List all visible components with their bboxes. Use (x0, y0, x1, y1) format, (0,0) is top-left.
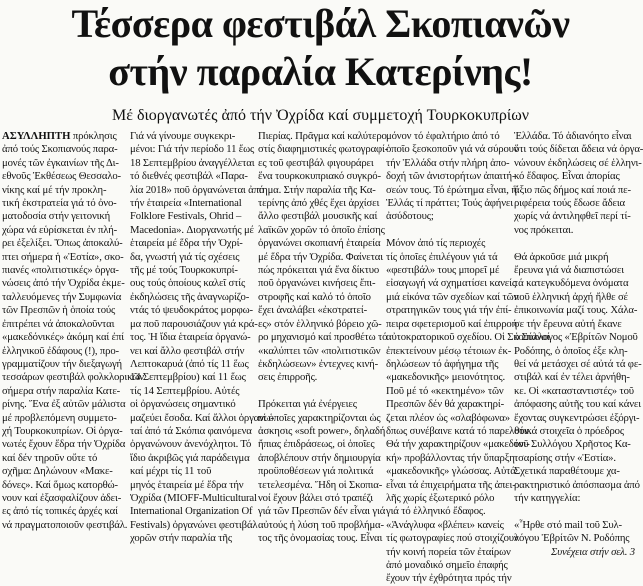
article-line: τίς 14 Σεπτεμβρίου. Αὐτές (130, 384, 240, 397)
article-line: Λεπτοκαρυά (ἀπό τίς 11 ἕως (130, 357, 249, 370)
article-line: στικά στοιχεῖα ὁ πρόεδρος (514, 424, 624, 437)
article-column-5 (514, 130, 643, 558)
article-line: ταλλευόμενες τήν Συμφωνία (2, 290, 122, 303)
article-line: τσαρίσης στήν «Ἑστία». (514, 451, 616, 464)
article-line: σεών τους. Τό ἐρώτημα εἶναι, ἡ (386, 183, 517, 196)
article-line: θεί νά μετάσχει σέ αὐτά τά φε- (514, 357, 642, 370)
article-line: εἶναι τά ἐπιχειρήματα τῆς ἀπει- (386, 478, 516, 491)
article-line: νίκης καί μέ τήν προκλη- (2, 183, 107, 196)
article-line: ους τούς ὁποίους καλεῖ στίς (130, 277, 246, 290)
article-line: ὅτι τούς δίδεται ἄδεια νά ὀργα- (514, 143, 643, 156)
article-line: σήμερα στήν παραλία Κατε- (2, 384, 121, 397)
article-line: Macedonia». Διοργανωτής μέ (130, 223, 254, 236)
article-line: πειρα σφετερισμοῦ καί ἐπιρροή (386, 317, 518, 330)
article-line: ἐκδηλώσεων» ἐντεχνες κινή- (258, 357, 379, 370)
article-line: τήν κοινή πορεία τῶν ἐταίρων (386, 545, 511, 558)
article-line: ρακτηριστικό ἀπόσπασμα ἀπό (514, 478, 640, 491)
article-line: τεσσάρων φεστιβάλ φολκλορικῶν (2, 371, 144, 384)
article-line: στίς διαφημιστικές φωτογραφί- (258, 143, 389, 156)
article-line: «Ἀνάγλυφα «βλέπει» κανείς (386, 518, 504, 531)
article-line: ἀπό μοναδικό σημεῖο ἐπαφής (386, 559, 508, 571)
article-line: τίς ὁποῖες ἐπιλέγουν γιά τά (386, 250, 498, 263)
article-line: αὐτούς ἡ λύση τοῦ προβλήμα- (258, 518, 384, 531)
article-line: τό διεθνές φεστιβάλ «Παρα- (130, 170, 248, 183)
article-line: Θά τήν χαρακτηρίζουν «μακεδόνι- (386, 438, 530, 451)
article-line: ἑλληνικοῦ ἐδάφους (!), προ- (2, 344, 119, 357)
article-line: ποῦ ἑλληνική ἀρχή ἤλθε σέ (514, 290, 628, 303)
article-line: ντάς τό ψευδοκράτος μορφω- (130, 304, 253, 317)
article-line: ζεται πλέον ὡς «σλαβόφωνα» (386, 411, 510, 424)
article-line: χώρα νά εὑρίσκεται ἐν πλή- (2, 223, 118, 236)
article-line: μέ ἕδρα τήν Ὀχρίδα. Φαίνεται (258, 250, 383, 263)
article-line: τερίνης ἀπό χθές ἔχει ἀρχίσει (258, 197, 380, 210)
article-line: γιά τῶν Πρεσπῶν δέν εἶναι γιά (258, 505, 386, 518)
article-line: ες τοῦ φεστιβάλ φιγουράρει (258, 156, 374, 169)
article-line: σε τήν ἔρευνα αὐτή ἔκανε (514, 317, 622, 330)
article-line: ρο μηχανισμό καί προσθέτω τό (258, 331, 388, 344)
continued-on-page-note: Συνέχεια στήν σελ. 3 (551, 545, 635, 558)
article-line: Πρεσπῶν δέν θά χαρακτηρί- (386, 398, 504, 411)
article-line: μονές τῶν ἐγκαινίων τῆς Δι- (2, 156, 119, 169)
article-line: Πιερίας. Πρᾶγμα καί καλύτερο (258, 130, 387, 142)
article-line: ἕνα τουρκοκυπριακό συγκρό- (258, 170, 381, 183)
article-line: Σχετικά παραθέτουμε χα- (514, 465, 620, 478)
article-line: νώσεις ἀπό τήν Ὀχρίδα ἐκμε- (2, 277, 125, 290)
article-line: γραμματίζουν τήν διεξαγωγή (2, 357, 122, 370)
article-line: ἔρευνα γιά νά διαπιστώσει (514, 264, 624, 277)
article-line: ἄλλο φεστιβάλ μουσικῆς καί (258, 210, 378, 223)
article-line: ὀργανώνει σκοπιανή ἑταιρεία (258, 237, 381, 250)
article-line: κό ἔδαφος. Εἶναι ἀπορίας (514, 170, 620, 183)
article-line: Ροδόπης, ὁ ὁποῖος ἐξε κλη- (514, 344, 628, 357)
article-line: ἐπικοινωνία μαζί τους. Χάλα- (514, 304, 638, 317)
article-line: τήν Ἑλλάδα στήν πλήρη ἀπο- (386, 156, 510, 169)
article-line: νά πραγματοποιοῦν φεστιβάλ. (2, 518, 128, 531)
article-line: ἀπό τούς Σκοπιανούς παρα- (2, 143, 118, 156)
article-line: Γιά νά γίνουμε συγκεκρι- (130, 130, 236, 142)
article-line: ἄξιο πῶς δήμος καί ποιά πε- (514, 183, 631, 196)
article-line: πτει σήμερα ἡ «Ἑστία», σκο- (2, 250, 124, 263)
article-line: ἐκδηλώσεις τῆς ἀναγνωρίζο- (130, 290, 250, 303)
article-line: τική ἐκστρατεία γιά τό ὀνο- (2, 197, 117, 210)
article-line: γιά τό ἑλληνικό ἔδαφος. (386, 505, 486, 518)
article-line: «Ἦρθε στό mail τοῦ Συλ- (514, 518, 622, 531)
article-line: τος τῆς ὀνομασίας τους. Εἶναι (258, 532, 383, 545)
article-line (258, 385, 379, 398)
article-line: ἀσκησις «soft power», δηλαδή (258, 424, 386, 437)
article-line: οἱ ὁποῖες χαρακτηρίζονται ὡς (258, 411, 381, 424)
article-line: ὀργανώνουν ἀνενόχλητοι. Τό (130, 438, 252, 451)
headline-line-2: στήν παραλία Κατερίνης! (108, 49, 533, 94)
article-line: χορῶν στήν παραλία τῆς (130, 532, 232, 545)
article-line: στροφῆς καί καλό τό ὁποῖο (258, 290, 371, 303)
article-line: καί μέχρι τίς 11 τοῦ (130, 465, 212, 478)
article-line: Festivals) ὀργανώνει φεστιβάλ (130, 518, 258, 531)
article-line: σχῆμα: Δηλώνουν «Μακε- (2, 465, 113, 478)
article-line: Μόνον ἀπό τίς περιοχές (386, 237, 486, 250)
article-line (2, 130, 123, 143)
article-line: τημα. Στήν παραλία τῆς Κα- (258, 183, 376, 196)
article-line: κε. Οἱ «κατασταντιστές» τοῦ (514, 384, 634, 397)
article-line: ἀπόφασης αὐτῆς του καί κάνει (514, 398, 641, 411)
article-line: πώς πρόκειται γιά ἕνα δίκτυο (258, 264, 380, 277)
article-line: «φεστιβάλ» τους μπορεῖ μέ (386, 264, 500, 277)
article-line: μόνον τό ἐφαλτήριο ἀπό τό (386, 130, 500, 142)
article-line: εἰσαγωγή νά σχηματίσει κανείς (386, 277, 516, 290)
article-line: ταί ἀπό τά Σκόπια φαινόμενα (130, 424, 252, 437)
article-line: «μακεδόνικές» ἀκόμη καί ἐπί (2, 331, 124, 344)
article-line: International Organization Of (130, 505, 253, 518)
article-line: Ἑλλάδα. Τό ἀδιανόητο εἶναι (514, 130, 632, 142)
article-line: σεις ἐπιρροῆς. (258, 371, 318, 384)
article-line: εθνοῦς Ἐκθέσεως Θεσσαλο- (2, 170, 121, 183)
article-line: αὐτοκρατορικοῦ σχεδίου. Οἱ Σκοπιανοί (386, 331, 550, 344)
article-line: τά κατεγκυδόμενα ὀνόματα (514, 277, 629, 290)
article-line: τήν ἑταιρεία «International (130, 197, 242, 210)
article-line: τήν κατηγγελία: (514, 491, 581, 504)
article-line: δοχή τῶν ἀνιστορήτων ἀπαιτή- (386, 170, 516, 183)
article-line: δόνες». Καί ὅμως κατορθώ- (2, 478, 118, 491)
article-line: νουν καί ἐξασφαλίζουν ἀδει- (2, 491, 122, 504)
article-line: μέ προβλεπόμενη συμμετο- (2, 411, 117, 424)
article-line: χωρίς νά ἀντιληφθεῖ περί τί- (514, 210, 631, 223)
article-line: τίς φωτογραφίες πού στοιχίζουν (386, 532, 519, 545)
article-line: ὁποῖο ξεσκοποῦν γιά νά σύρουν (386, 143, 519, 156)
article-line: ρει ἐξελίξει. Ὅπως ἀποκαλύ- (2, 237, 123, 250)
article-line: λία 2018» ποῦ ὀργανώνεται ἀπό (130, 183, 265, 196)
article-line: μα ποῦ παρουσιάζουν γιά κρά- (130, 317, 258, 330)
article-line: λαϊκῶν χορῶν τό ὁποῖο ἐπίσης (258, 223, 385, 236)
article-line: νος πρόκειται. (514, 223, 574, 236)
article-line: ἑταιρεία μέ ἕδρα τήν Ὀχρί- (130, 237, 243, 250)
article-line: στρατηγικῶν τους γιά τήν ἐπί- (386, 304, 512, 317)
article-line: τος. Ἡ ἴδια ἑταιρεία ὀργανώ- (130, 331, 251, 344)
article-line: μιά εἰκόνα τῶν σχεδίων καί τῶν (386, 290, 519, 303)
article-line: ἐπεκτείνουν μέσῳ τέτοιων ἐκ- (386, 344, 512, 357)
article-line: ποῦ ὀργανώνει κινήσεις ἔπι- (258, 277, 376, 290)
article-line: Ἑλλάς τί πράττει; Τούς ἀφήνει (386, 197, 513, 210)
article-line: μένοι: Γιά τήν περίοδο 11 ἕως (130, 143, 255, 156)
article-column-2 (130, 130, 275, 545)
article-line: ματοδοσία στήν γειτονική (2, 210, 111, 223)
article-line: νωτές ἔχουν ἕδρα τήν Ὀχρίδα (2, 438, 126, 451)
article-line: Ποῦ μέ τό «κεκτημένο» τῶν (386, 384, 504, 397)
article-line: «καλύπτει τῶν «πολιτιστικῶν (258, 344, 381, 357)
headline-line-1: Τέσσερα φεστιβάλ Σκοπιανῶν (71, 1, 570, 46)
article-line: ἐπιτρέπει νά ἀποκαλοῦνται (2, 317, 115, 330)
subheadline: Μέ διοργανωτές ἀπό τήν Ὀχρίδα καί συμμετοχή Τουρκοκυπρίων (112, 107, 529, 124)
article-line: ρίνης. Ἕνα ἐξ αὐτῶν μάλιστα (2, 398, 126, 411)
article-line: δπως συνέβαινε κατά τό παρελθόν. (386, 424, 532, 437)
article-line: μαζεύει ἔσοδα. Καί ἄλλοι ὀργανω- (130, 411, 275, 424)
article-line: «μακεδονικῆς» γλώσσας. Αὐτά (386, 465, 516, 478)
article-line (514, 237, 635, 250)
article-line: νει καί ἄλλο φεστιβάλ στήν (130, 344, 245, 357)
article-columns (2, 130, 643, 585)
article-line: ἤπιας ἐπιδράσεως, οἱ ὁποῖες (258, 438, 375, 451)
article-line: ἀποβλέπουν στήν δημιουργία (258, 451, 381, 464)
article-line: χή Τουρκοκυπρίων. Οἱ ὀργα- (2, 424, 123, 437)
article-line-text: πρόκλησις (70, 130, 117, 142)
article-line: τετελεσμένα. Ἤδη οἱ Σκοπια- (258, 478, 383, 491)
article-line: κή» προβάλλοντας τήν ὕπαρξη (386, 451, 515, 464)
article-line: Πρόκειται γιά ἐνέργειες (258, 398, 357, 411)
article-line: λόγου Ἐβρίτῶν Ν. Ροδόπης (514, 532, 630, 545)
article-column-3 (258, 130, 389, 545)
article-line: ἔχει ἀναλάβει «ἐκστρατεί- (258, 304, 367, 317)
article-line: ἀσύδοτους; (386, 210, 434, 223)
article-line: δηλώσεων τό ἀφήγημα τῆς (386, 357, 499, 370)
article-line: ἔχουν τήν ἐχθρότητα πρός τήν (386, 572, 512, 585)
article-line: τῆς μέ τούς Τουρκοκυπρί- (130, 264, 238, 277)
article-line: 18 Σεπτεμβρίου ἀναγγέλλεται (130, 156, 255, 169)
article-line: νοί ἔχουν βάλει στό τραπέζι (258, 491, 373, 504)
article-line: προϋποθέσεων γιά πολιτικά (258, 465, 374, 478)
article-line: 14 Σεπτεμβρίου) καί 11 ἕως (130, 371, 246, 384)
article-line: «μακεδονικῆς» μειονότητος. (386, 371, 505, 384)
article-line: στιβάλ καί ἐν τέλει ἀρνήθη- (514, 371, 630, 384)
article-column-1 (2, 130, 144, 531)
article-line: πιανές «πολιτιστικές» ὀργα- (2, 264, 119, 277)
article-line: ες ἀπό τίς τοπικές ἀρχές καί (2, 505, 118, 518)
article-line: τῶν Πρεσπῶν ἡ ὁποία τούς (2, 304, 116, 317)
article-line: Θά ἀρκοῦσε μιά μικρή (514, 250, 609, 263)
article-line: τοῦ Συλλόγου Χρῆστος Κα- (514, 438, 631, 451)
article-line: ὁ Σύλλογος «Ἐβρίτῶν Νομοῦ (514, 331, 638, 344)
article-line: ἔχοντας συγκεντρώσει ἐξόργι- (514, 411, 640, 424)
article-line: ες» στόν ἑλληνικό βόρειο χῶ- (258, 317, 382, 330)
article-line: μηνός ἑταιρεία μέ ἕδρα τήν (130, 478, 244, 491)
article-line: Ὀχρίδα (MIOFF-Multicultural (130, 491, 257, 504)
article-line: καί δέν τηροῦν οὔτε τό (2, 451, 98, 464)
article-line: ριφέρεια τούς ἔδωσε ἄδεια (514, 197, 625, 210)
article-line: Folklore Festivals, Ohrid – (130, 210, 242, 223)
article-line: νώνουν ἐκδηλώσεις σέ ἑλληνι- (514, 156, 642, 169)
article-line (386, 224, 507, 237)
article-line: λῆς χωρίς ἐξωτερικό ρόλο (386, 491, 495, 504)
article-line: οἱ ὀργανώσεις σημαντικό (130, 398, 236, 411)
article-lead-word: ΑΣΥΛΛΗΠΤΗ (2, 130, 71, 142)
article-line: δα, γνωστή γιά τίς σχέσεις (130, 250, 240, 263)
article-line: ἴδιο ἀκριβῶς γιά παράδειγμα (130, 451, 250, 464)
article-line (514, 505, 635, 518)
